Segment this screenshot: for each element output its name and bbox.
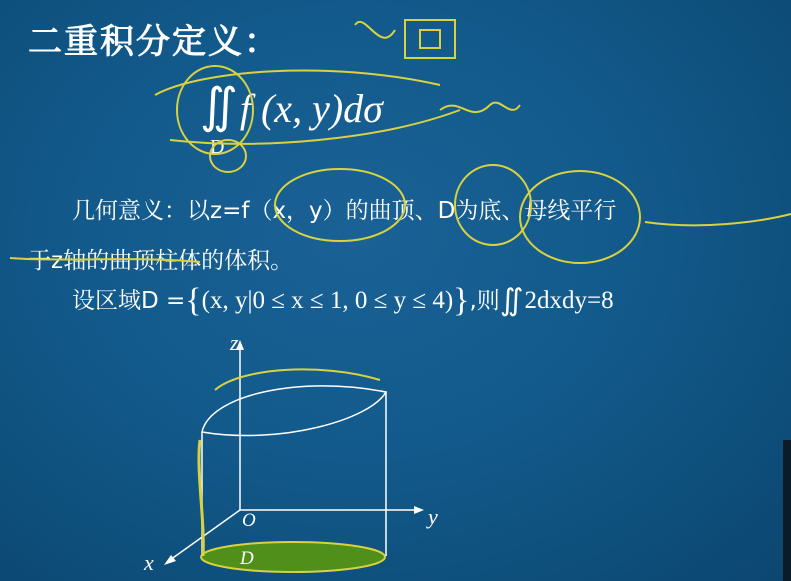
geometric-meaning-line-1: 几何意义：以z=f（x，y）的曲顶、D为底、母线平行 — [72, 198, 617, 224]
example-then: ,则 — [469, 288, 500, 314]
z-axis-label: z — [230, 330, 239, 355]
underline-generatrix — [645, 214, 791, 225]
scribble-beside-formula — [440, 103, 520, 113]
underline-formula-bottom — [170, 110, 460, 144]
open-brace: { — [185, 282, 202, 319]
integral-domain: D — [210, 136, 225, 158]
example-integrand: 2dxdy=8 — [524, 287, 614, 314]
y-axis-label: y — [428, 504, 438, 529]
example-integral-symbol: ∬ — [499, 284, 515, 317]
circle-vertex — [455, 165, 531, 245]
circle-curved-top — [275, 169, 405, 241]
scribble-top-right — [355, 20, 455, 58]
double-integral-symbol: ∬ — [200, 80, 224, 133]
presenter-edge — [783, 440, 791, 581]
set-definition: (x, y|0 ≤ x ≤ 1, 0 ≤ y ≤ 4) — [201, 287, 454, 314]
base-label-d: D — [240, 548, 254, 569]
circle-d-base — [520, 171, 640, 263]
origin-label: O — [242, 510, 256, 531]
close-brace: } — [453, 282, 470, 319]
slide-title: 二重积分定义： — [28, 22, 280, 62]
underline-z-axis — [10, 258, 200, 262]
example-prefix: 设区域D = — [72, 288, 186, 314]
geometric-meaning-line-2: 于z轴的曲顶柱体的体积。 — [28, 248, 294, 274]
underline-formula-top — [155, 71, 440, 95]
integral-body: f (x, y)dσ — [239, 86, 383, 131]
x-axis-label: x — [144, 550, 154, 575]
